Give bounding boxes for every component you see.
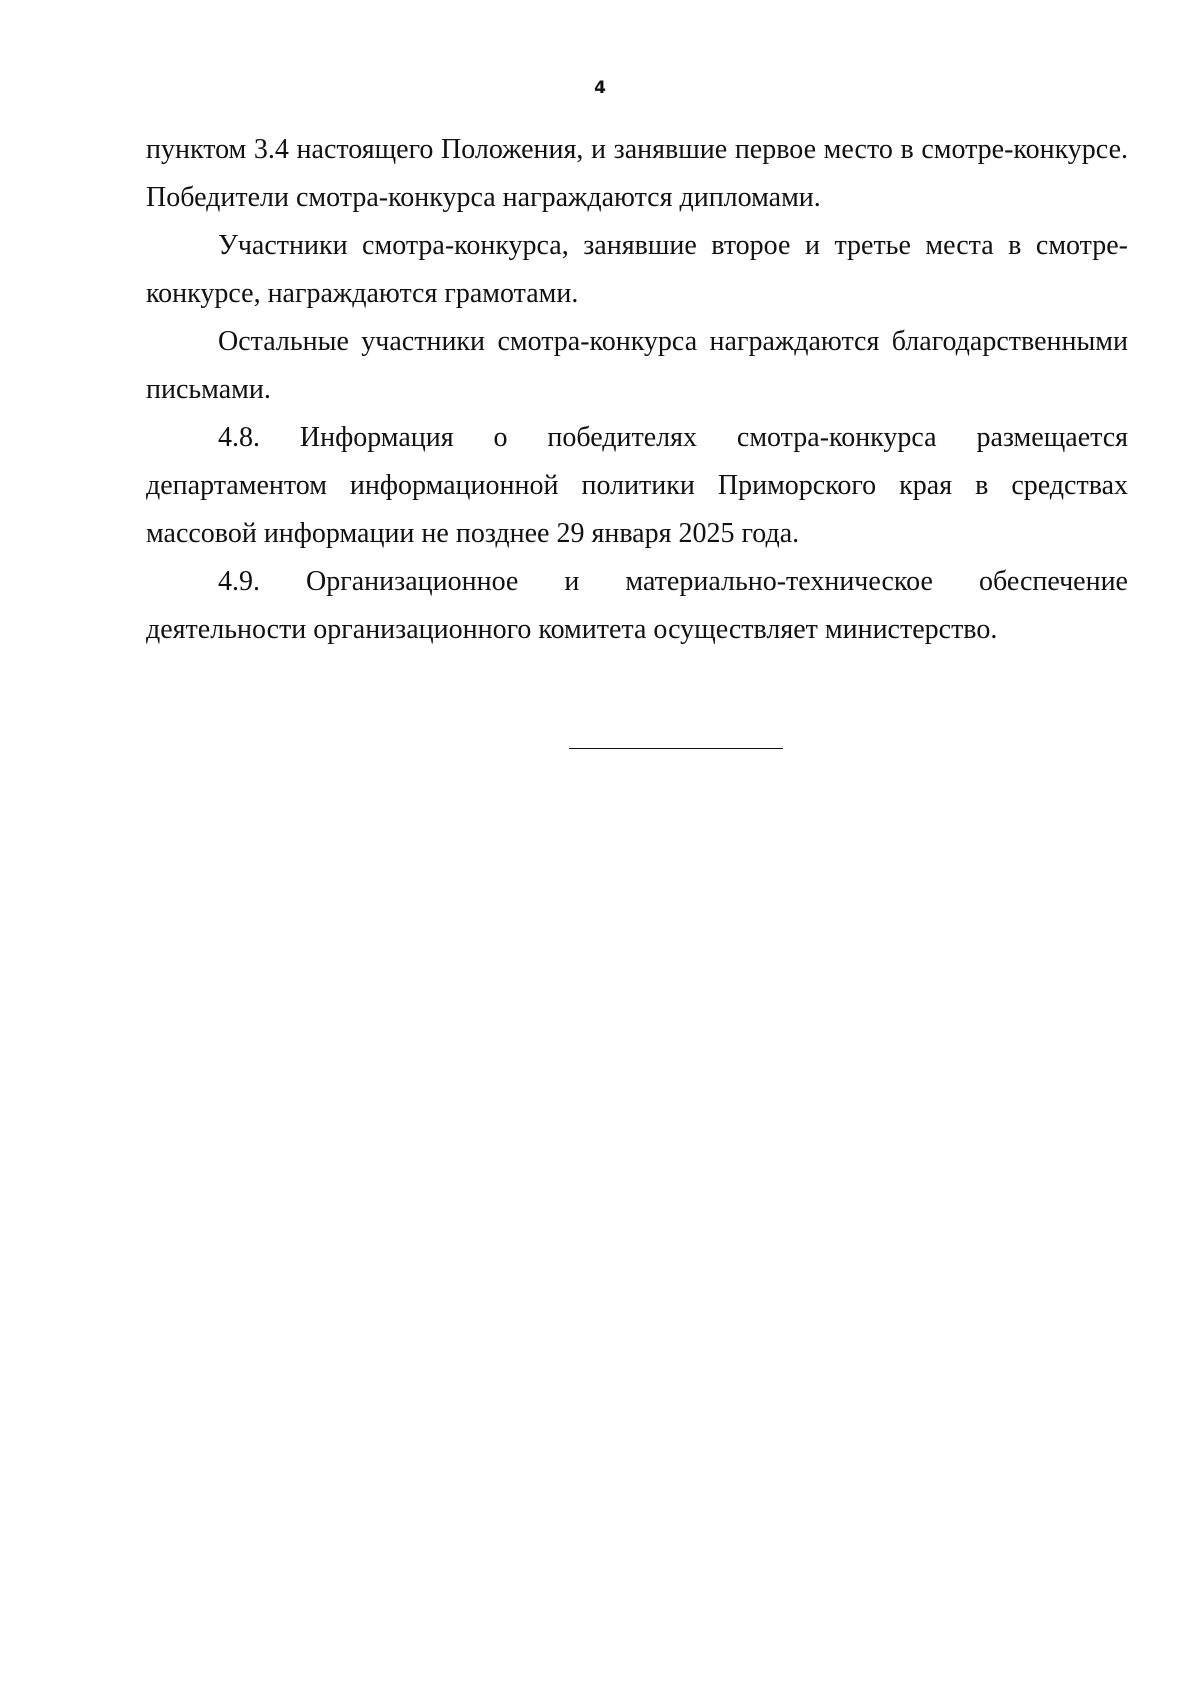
document-body [146, 126, 1128, 654]
paragraph-awards-second-third: Участники смотра-конкурса, занявшие второе и третье места в смотре-конкурсе, награждаются грамотами. [146, 230, 1128, 309]
end-of-document-rule [569, 748, 783, 749]
paragraph-4-8-information: 4.8. Информация о победителях смотра-конкурса размещается департаментом информационной политики Приморского края в средствах массовой информации не позднее 29 января 2025 года. [146, 422, 1128, 549]
paragraph-4-9-support: 4.9. Организационное и материально-техническое обеспечение деятельности организационного комитета осуществляет министерство. [146, 566, 1128, 645]
paragraph-awards-others: Остальные участники смотра-конкурса награждаются благодарственными письмами. [146, 326, 1128, 405]
page-number: 4 [594, 78, 606, 98]
paragraph-awards-winners: пунктом 3.4 настоящего Положения, и занявшие первое место в смотре-конкурсе. Победители смотра-конкурса награждаются дипломами. [146, 134, 1128, 213]
